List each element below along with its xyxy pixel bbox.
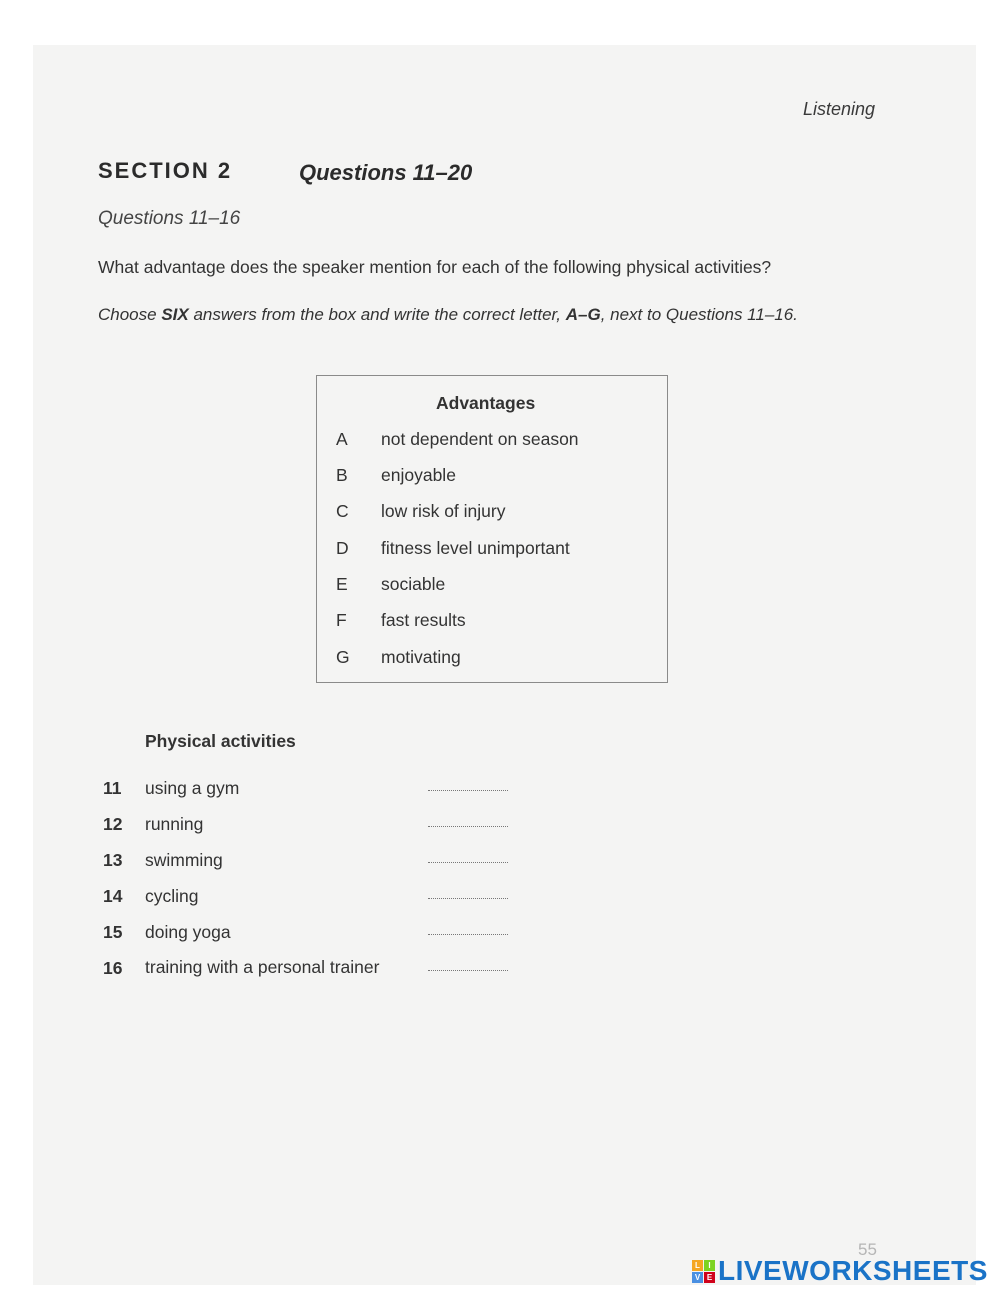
option-text: low risk of injury <box>381 501 506 521</box>
advantages-box <box>316 375 668 683</box>
page-number: 55 <box>858 1240 877 1259</box>
activity-text: running <box>145 814 204 834</box>
instructions <box>98 303 798 326</box>
answer-blank[interactable] <box>428 862 508 863</box>
answer-blank[interactable] <box>428 826 508 827</box>
section-title: SECTION 2 <box>98 158 233 183</box>
logo-grid-icon <box>692 1260 715 1283</box>
option-text: motivating <box>381 647 461 667</box>
instructions-part2: answers from the box and write the correct letter, <box>188 305 566 324</box>
question-number: 16 <box>103 958 123 978</box>
option-text: enjoyable <box>381 465 456 485</box>
activity-text: cycling <box>145 886 199 906</box>
question-number: 14 <box>103 886 123 906</box>
option-letter: B <box>336 465 348 485</box>
option-letter: D <box>336 538 349 558</box>
answer-blank[interactable] <box>428 934 508 935</box>
option-letter: F <box>336 610 347 630</box>
logo-tile: V <box>692 1272 703 1283</box>
instructions-bold1: SIX <box>161 305 189 324</box>
activity-text: doing yoga <box>145 922 231 942</box>
activity-text: swimming <box>145 850 223 870</box>
activity-text: using a gym <box>145 778 240 798</box>
logo-tile: E <box>704 1272 715 1283</box>
option-text: not dependent on season <box>381 429 579 449</box>
instructions-part1: Choose <box>98 305 162 324</box>
option-text: fast results <box>381 610 466 630</box>
option-letter: C <box>336 501 349 521</box>
question-text: What advantage does the speaker mention for each of the following physical activities? <box>98 257 772 277</box>
question-number: 13 <box>103 850 123 870</box>
question-number: 12 <box>103 814 123 834</box>
header-label: Listening <box>803 99 876 119</box>
brand-text: LIVEWORKSHEETS <box>718 1255 988 1286</box>
answer-blank[interactable] <box>428 898 508 899</box>
answer-blank[interactable] <box>428 970 508 971</box>
advantages-title: Advantages <box>436 393 536 413</box>
logo-tile: I <box>704 1260 715 1271</box>
option-letter: A <box>336 429 348 449</box>
instructions-bold2: A–G <box>565 305 601 324</box>
option-letter: E <box>336 574 348 594</box>
instructions-part3: , next to Questions 11–16. <box>600 305 798 324</box>
option-text: sociable <box>381 574 446 594</box>
question-number: 15 <box>103 922 123 942</box>
liveworksheets-logo <box>692 1255 988 1287</box>
activity-text: training with a personal trainer <box>145 957 380 977</box>
option-letter: G <box>336 647 350 667</box>
subheading: Questions 11–16 <box>98 208 241 229</box>
option-text: fitness level unimportant <box>381 538 570 558</box>
logo-tile: L <box>692 1260 703 1271</box>
question-number: 11 <box>103 778 122 798</box>
activities-title: Physical activities <box>145 731 296 751</box>
answer-blank[interactable] <box>428 790 508 791</box>
section-questions-range: Questions 11–20 <box>299 160 473 185</box>
